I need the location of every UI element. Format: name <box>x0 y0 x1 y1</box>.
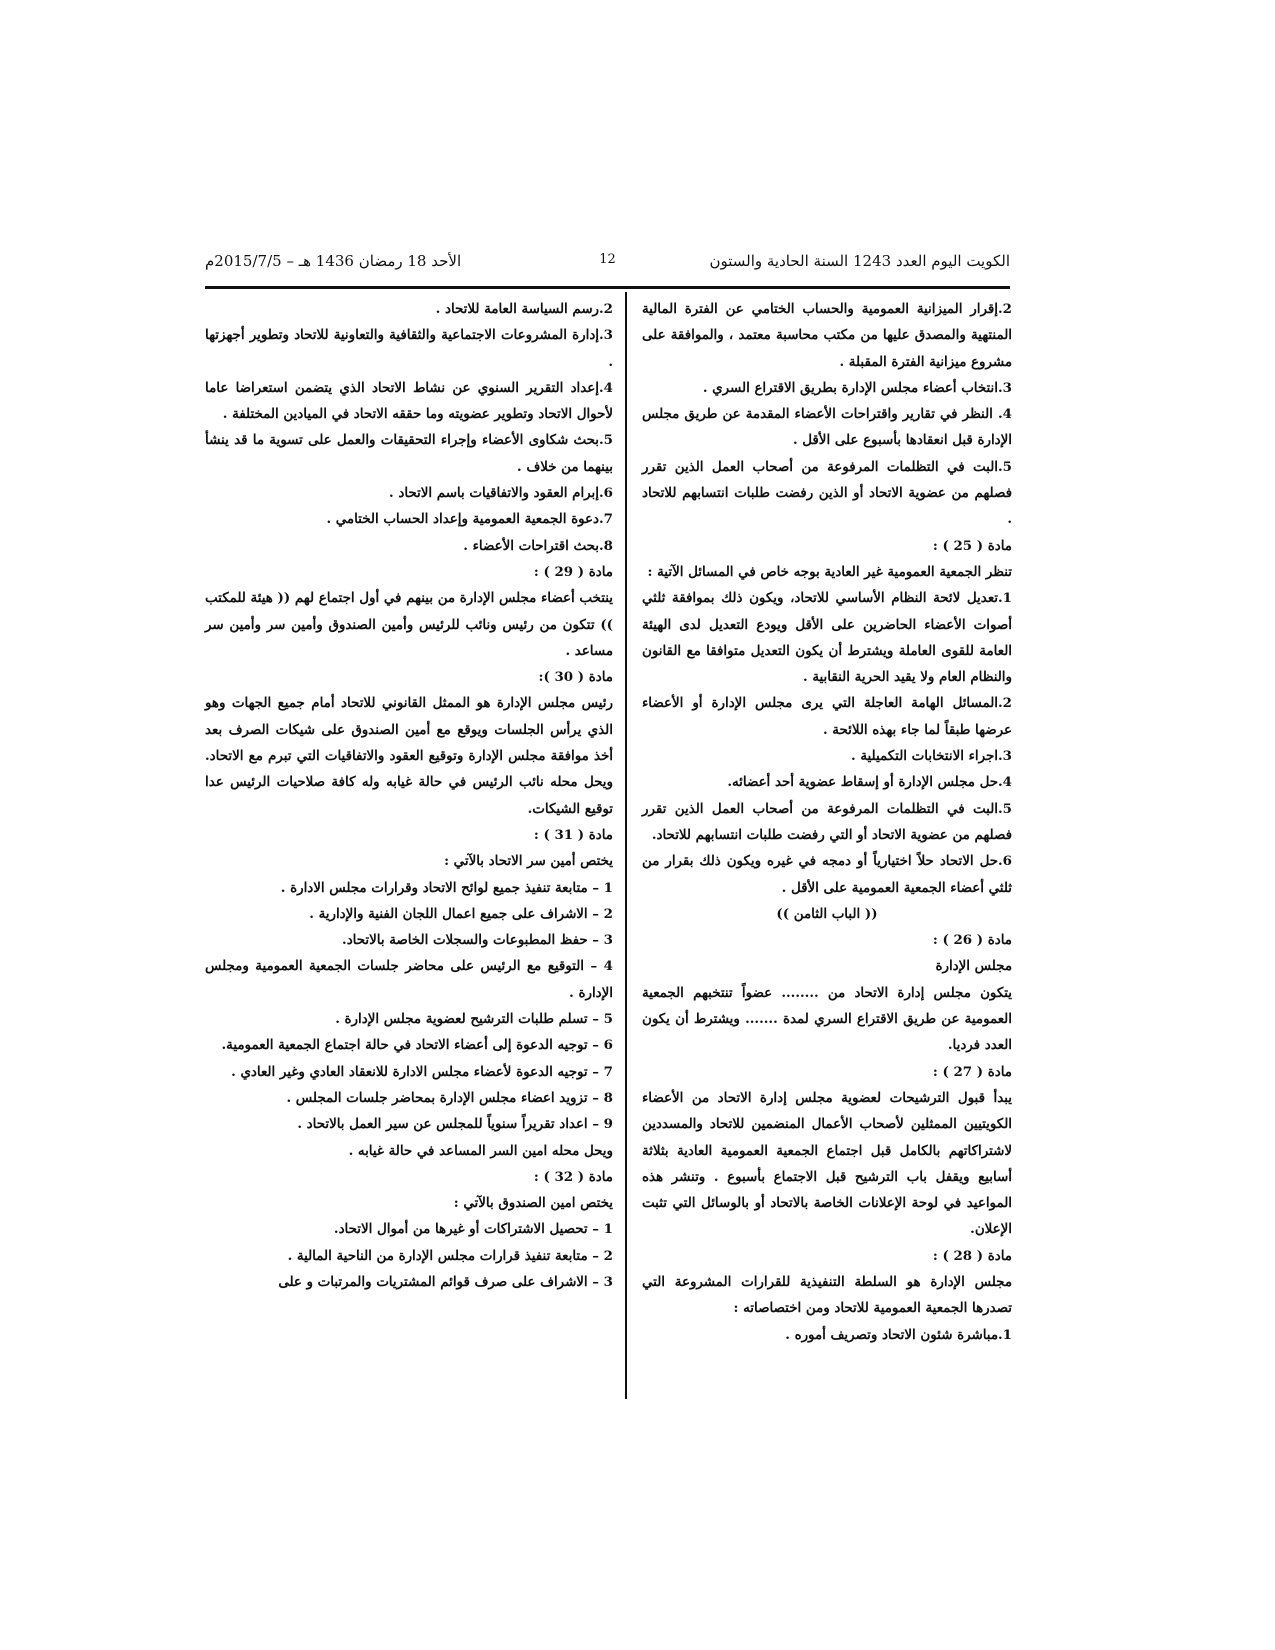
paragraph: 4.حل مجلس الإدارة أو إسقاط عضوية أحد أعضائه. <box>727 774 1012 791</box>
article-heading: مادة ( 25 ) : <box>932 537 1012 554</box>
paragraph: 2 – متابعة تنفيذ قرارات مجلس الإدارة من الناحية المالية . <box>287 1247 613 1264</box>
paragraph: رئيس مجلس الإدارة هو الممثل القانوني للاتحاد أمام جميع الجهات وهو الذي يرأس الجلسات ويوقع مع أمين الصندوق على شيكات الصرف بعد أخذ موافقة مجلس الإدارة وتوقيع العقود والاتفاقيات التي تبرم مع الاتحاد. ويحل محله نائب الرئيس في حالة غيابه وله كافة صلاحيات الرئيس عدا توقيع الشيكات. <box>205 695 613 817</box>
paragraph: 4.إعداد التقرير السنوي عن نشاط الاتحاد الذي يتضمن استعراضا عاما لأحوال الاتحاد وتطوير عضويته وما حققه الاتحاد في الميادين المختلفة . <box>205 379 613 423</box>
paragraph: ويحل محله امين السر المساعد في حالة غيابه . <box>348 1142 613 1159</box>
paragraph: 5.البت في التظلمات المرفوعة من أصحاب العمل الذين تقرر فصلهم من عضوية الاتحاد أو التي رفضت طلبات انتسابهم للاتحاد. <box>642 800 1012 843</box>
issue-date: الأحد 18 رمضان 1436 هـ – 2015/7/5م <box>205 252 462 270</box>
left-column <box>205 296 613 1295</box>
paragraph: 5.بحث شكاوى الأعضاء وإجراء التحقيقات والعمل على تسوية ما قد ينشأ بينهما من خلاف . <box>205 432 613 475</box>
paragraph: 6.حل الاتحاد حلاً اختيارياً أو دمجه في غيره ويكون ذلك بقرار من ثلثي أعضاء الجمعية العمومية على الأقل . <box>642 853 1012 896</box>
column-divider <box>625 292 627 1399</box>
paragraph: يختص امين الصندوق بالآتي : <box>453 1195 613 1212</box>
article-heading: مادة ( 26 ) : <box>932 932 1012 949</box>
paragraph: 6 – توجيه الدعوة إلى أعضاء الاتحاد في حالة اجتماع الجمعية العمومية. <box>221 1037 613 1054</box>
article-heading: مادة ( 32 ) : <box>533 1168 613 1185</box>
paragraph: يتكون مجلس إدارة الاتحاد من ........ عضواً تنتخبهم الجمعية العمومية عن طريق الاقتراع السري لمدة ....... ويشترط أن يكون العدد فرديا. <box>642 984 1012 1054</box>
paragraph: 2 – الاشراف على جميع اعمال اللجان الفنية والإدارية . <box>309 905 613 922</box>
paragraph: 4. النظر في تقارير واقتراحات الأعضاء المقدمة عن طريق مجلس الإدارة قبل انعقادها بأسبوع على الأقل . <box>642 406 1012 449</box>
article-heading: مادة ( 29 ) : <box>533 563 613 580</box>
page-header <box>205 252 1010 278</box>
article-heading: مادة ( 28 ) : <box>932 1247 1012 1264</box>
paragraph: 7.دعوة الجمعية العمومية وإعداد الحساب الختامي . <box>326 511 613 528</box>
paragraph: 2.المسائل الهامة العاجلة التي يرى مجلس الإدارة أو الأعضاء عرضها طبقاً لما جاء بهذه اللائحة . <box>642 695 1012 738</box>
paragraph: 3 – حفظ المطبوعات والسجلات الخاصة بالاتحاد. <box>342 932 613 949</box>
header-rule <box>205 286 1010 289</box>
paragraph: مجلس الإدارة <box>935 958 1012 975</box>
paragraph: 9 – اعداد تقريراً سنوياً للمجلس عن سير العمل بالاتحاد . <box>297 1116 613 1133</box>
paragraph: يختص أمين سر الاتحاد بالآتي : <box>444 853 613 870</box>
paragraph: 6.إبرام العقود والاتفاقيات باسم الاتحاد . <box>389 485 613 502</box>
paragraph: 3.اجراء الانتخابات التكميلية . <box>851 748 1012 765</box>
right-column <box>642 296 1012 1348</box>
paragraph: 5.البت في التظلمات المرفوعة من أصحاب العمل الذين تقرر فصلهم من عضوية الاتحاد أو الذين رفضت طلبات انتسابهم للاتحاد . <box>642 458 1012 528</box>
article-heading: مادة ( 27 ) : <box>932 1063 1012 1080</box>
article-heading: مادة ( 30 ): <box>538 669 613 686</box>
paragraph: يبدأ قبول الترشيحات لعضوية مجلس إدارة الاتحاد من الأعضاء الكويتيين الممثلين لأصحاب الأعمال المنضمين للاتحاد والمسددين لاشتراكاتهم بالكامل قبل اجتماع الجمعية العمومية العادية بثلاثة أسابيع ويقفل باب الترشيح قبل الاجتماع بأسبوع . وتنشر هذه المواعيد في لوحة الإعلانات الخاصة بالاتحاد أو بالوسائل التي تثبت الإعلان. <box>642 1089 1012 1238</box>
page-number: 12 <box>599 252 616 267</box>
paragraph: 1 – متابعة تنفيذ جميع لوائح الاتحاد وقرارات مجلس الادارة . <box>280 879 613 896</box>
article-heading: مادة ( 31 ) : <box>533 826 613 843</box>
gazette-issue-label: الكويت اليوم العدد 1243 السنة الحادية والستون <box>709 252 1010 270</box>
paragraph: 7 – توجيه الدعوة لأعضاء مجلس الادارة للانعقاد العادي وغير العادي . <box>231 1063 613 1080</box>
paragraph: تنظر الجمعية العمومية غير العادية بوجه خاص في المسائل الآتية : <box>647 563 1012 580</box>
paragraph: 8.بحث اقتراحات الأعضاء . <box>463 537 613 554</box>
paragraph: 3.انتخاب أعضاء مجلس الإدارة بطريق الاقتراع السري . <box>702 379 1012 396</box>
paragraph: 3 – الاشراف على صرف قوائم المشتريات والمرتبات و على <box>278 1273 613 1290</box>
paragraph: 2.رسم السياسة العامة للاتحاد . <box>435 301 613 317</box>
paragraph: 5 – تسلم طلبات الترشيح لعضوية مجلس الإدارة . <box>335 1011 613 1028</box>
paragraph: 8 – تزويد اعضاء مجلس الإدارة بمحاضر جلسات المجلس . <box>286 1089 613 1106</box>
paragraph: 2.إقرار الميزانية العمومية والحساب الختامي عن الفترة المالية المنتهية والمصدق عليها من مكتب محاسبة معتمد ، والموافقة على مشروع ميزانية الفترة المقبلة . <box>642 301 1012 370</box>
paragraph: ينتخب أعضاء مجلس الإدارة من بينهم في أول اجتماع لهم (( هيئة للمكتب )) تتكون من رئيس ونائب للرئيس وأمين الصندوق وأمين سر وأمين سر مساعد . <box>205 590 613 659</box>
paragraph: 4 – التوقيع مع الرئيس على محاضر جلسات الجمعية العمومية ومجلس الإدارة . <box>205 958 613 1001</box>
section-heading: (( الباب الثامن )) <box>776 905 878 922</box>
paragraph: 1.مباشرة شئون الاتحاد وتصريف أموره . <box>785 1326 1012 1343</box>
paragraph: 1.تعديل لائحة النظام الأساسي للاتحاد، ويكون ذلك بموافقة ثلثي أصوات الأعضاء الحاضرين على الأقل ويودع التعديل لدى الهيئة العامة للقوى العاملة ويشترط أن يكون التعديل متوافقا مع القانون والنظام العام ولا يقيد الحرية النقابية . <box>642 590 1012 686</box>
paragraph: 1 – تحصيل الاشتراكات أو غيرها من أموال الاتحاد. <box>333 1221 613 1238</box>
paragraph: 3.إدارة المشروعات الاجتماعية والثقافية والتعاونية للاتحاد وتطوير أجهزتها . <box>205 327 613 370</box>
paragraph: مجلس الإدارة هو السلطة التنفيذية للقرارات المشروعة التي تصدرها الجمعية العمومية للاتحاد ومن اختصاصاته : <box>642 1273 1012 1317</box>
